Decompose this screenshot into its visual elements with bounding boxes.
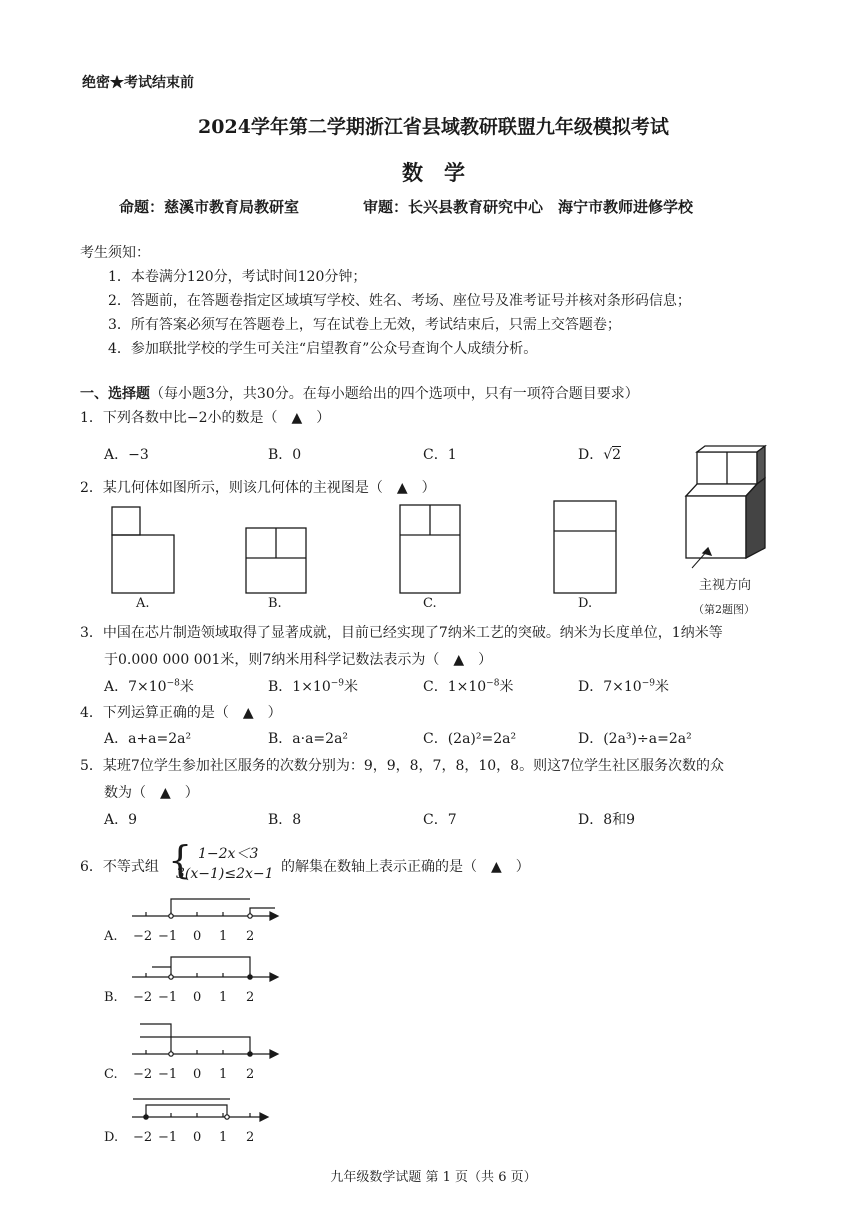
sqrt-symbol: √ bbox=[603, 447, 613, 463]
q3-option-d-exp: −9 bbox=[641, 678, 655, 689]
q2-label-c: C. bbox=[423, 596, 437, 611]
tick-label: −1 bbox=[158, 990, 178, 1005]
section-title: 一、选择题 bbox=[80, 386, 150, 402]
notice-item-1: 1．本卷满分120分，考试时间120分钟； bbox=[108, 269, 367, 285]
q6-number-line-d bbox=[132, 1099, 268, 1121]
q4-option-d: D．(2a³)÷a=2a² bbox=[578, 731, 692, 747]
notice-item-3: 3．所有答案必须写在答题卷上，写在试卷上无效，考试结束后，只需上交答题卷； bbox=[108, 317, 621, 333]
notice-heading: 考生须知： bbox=[80, 245, 150, 261]
proposer-line: 命题：慈溪市教育局教研室 bbox=[119, 198, 300, 216]
q6-number-line-a bbox=[132, 899, 278, 920]
tick-label: 2 bbox=[246, 929, 255, 944]
brace-symbol: { bbox=[168, 838, 193, 882]
q1-option-d-label: D． bbox=[578, 447, 604, 463]
q6-option-b-label: B. bbox=[104, 990, 118, 1005]
subject-title: 数 学 bbox=[402, 160, 465, 185]
tick-label: 0 bbox=[193, 1067, 202, 1082]
tick-label: 0 bbox=[193, 929, 202, 944]
q4-option-b: B．a·a=2a² bbox=[268, 731, 349, 747]
tick-label: 2 bbox=[246, 1067, 255, 1082]
q6-number-line-c bbox=[132, 1024, 278, 1058]
q4-stem: 4．下列运算正确的是（ ▲ ） bbox=[80, 705, 282, 721]
q6-number-line-b bbox=[132, 957, 278, 981]
q2-figure-caption: （第2题图） bbox=[693, 603, 755, 616]
tick-label: 1 bbox=[219, 990, 228, 1005]
q5-option-d: D．8和9 bbox=[578, 812, 636, 828]
tick-label: −2 bbox=[133, 1130, 153, 1145]
q3-option-c-unit: 米 bbox=[499, 679, 514, 695]
tick-label: −1 bbox=[158, 1067, 178, 1082]
q6-option-a-label: A. bbox=[104, 929, 118, 944]
q6-option-c-label: C. bbox=[104, 1067, 118, 1082]
q4-option-a: A．a+a=2a² bbox=[104, 731, 192, 747]
q3-option-b-unit: 米 bbox=[344, 679, 359, 695]
q2-stem: 2．某几何体如图所示，则该几何体的主视图是（ ▲ ） bbox=[80, 480, 436, 496]
q5-option-a: A．9 bbox=[104, 812, 138, 828]
tick-label: 0 bbox=[193, 990, 202, 1005]
tick-label: −2 bbox=[133, 929, 153, 944]
tick-label: −1 bbox=[158, 1130, 178, 1145]
section-description: （每小题3分，共30分。在每小题给出的四个选项中，只有一项符合题目要求） bbox=[150, 386, 639, 402]
q3-stem-line2: 于0.000 000 001米，则7纳米用科学记数法表示为（ ▲ ） bbox=[104, 652, 493, 668]
q1-stem: 1．下列各数中比−2小的数是（ ▲ ） bbox=[80, 410, 331, 426]
tick-label: −2 bbox=[133, 1067, 153, 1082]
q5-stem-line2: 数为（ ▲ ） bbox=[104, 785, 199, 801]
q3-option-c-base: C．1×10 bbox=[423, 679, 487, 695]
page-footer: 九年级数学试题 第 1 页（共 6 页） bbox=[330, 1170, 537, 1185]
q6-prefix: 6．不等式组 bbox=[80, 859, 159, 875]
q2-label-a: A. bbox=[136, 596, 150, 611]
q5-option-c: C．7 bbox=[423, 812, 457, 828]
q1-option-b: B．0 bbox=[268, 447, 302, 463]
q6-inequality-1: 1−2x＜3 bbox=[198, 846, 259, 862]
tick-label: 1 bbox=[219, 929, 228, 944]
q6-inequality-2: 3(x−1)≤2x−1 bbox=[176, 866, 274, 882]
notice-item-4: 4．参加联批学校的学生可关注“启望教育”公众号查询个人成绩分析。 bbox=[108, 341, 538, 357]
q3-stem-line1: 3．中国在芯片制造领域取得了显著成就，目前已经实现了7纳米工艺的突破。纳米为长度单位，1纳米等 bbox=[80, 625, 723, 641]
q6-option-d-label: D. bbox=[104, 1130, 119, 1145]
secrecy-label: 绝密★考试结束前 bbox=[82, 75, 194, 91]
tick-label: 2 bbox=[246, 990, 255, 1005]
q2-view-direction-label: 主视方向 bbox=[699, 578, 752, 593]
q3-option-a-exp: −8 bbox=[166, 678, 180, 689]
q3-option-b-base: B．1×10 bbox=[268, 679, 331, 695]
q5-option-b: B．8 bbox=[268, 812, 302, 828]
q3-option-c-exp: −8 bbox=[486, 678, 500, 689]
q3-option-d-base: D．7×10 bbox=[578, 679, 642, 695]
q4-option-c: C．(2a)²=2a² bbox=[423, 731, 517, 747]
q3-option-a-unit: 米 bbox=[179, 679, 194, 695]
tick-label: 1 bbox=[219, 1130, 228, 1145]
tick-label: −1 bbox=[158, 929, 178, 944]
q3-option-d-unit: 米 bbox=[654, 679, 669, 695]
q2-label-d: D. bbox=[578, 596, 593, 611]
reviewer-line: 审题：长兴县教育研究中心 海宁市教师进修学校 bbox=[363, 198, 694, 216]
tick-label: 0 bbox=[193, 1130, 202, 1145]
q6-suffix: 的解集在数轴上表示正确的是（ ▲ ） bbox=[281, 859, 530, 875]
exam-title: 2024学年第二学期浙江省县域教研联盟九年级模拟考试 bbox=[198, 116, 669, 138]
q3-option-b-exp: −9 bbox=[330, 678, 345, 689]
notice-item-2: 2．答题前，在答题卷指定区域填写学校、姓名、考场、座位号及准考证号并核对条形码信息； bbox=[108, 293, 691, 309]
q5-stem-line1: 5．某班7位学生参加社区服务的次数分别为：9，9，8，7，8，10，8。则这7位学生社区服务次数的众 bbox=[80, 758, 724, 774]
q1-option-c: C．1 bbox=[423, 447, 457, 463]
tick-label: 1 bbox=[219, 1067, 228, 1082]
q1-option-a: A．−3 bbox=[104, 447, 149, 463]
tick-label: −2 bbox=[133, 990, 153, 1005]
q2-label-b: B. bbox=[268, 596, 282, 611]
q1-option-d-radicand: 2 bbox=[612, 447, 622, 463]
q3-option-a-base: A．7×10 bbox=[104, 679, 167, 695]
tick-label: 2 bbox=[246, 1130, 255, 1145]
